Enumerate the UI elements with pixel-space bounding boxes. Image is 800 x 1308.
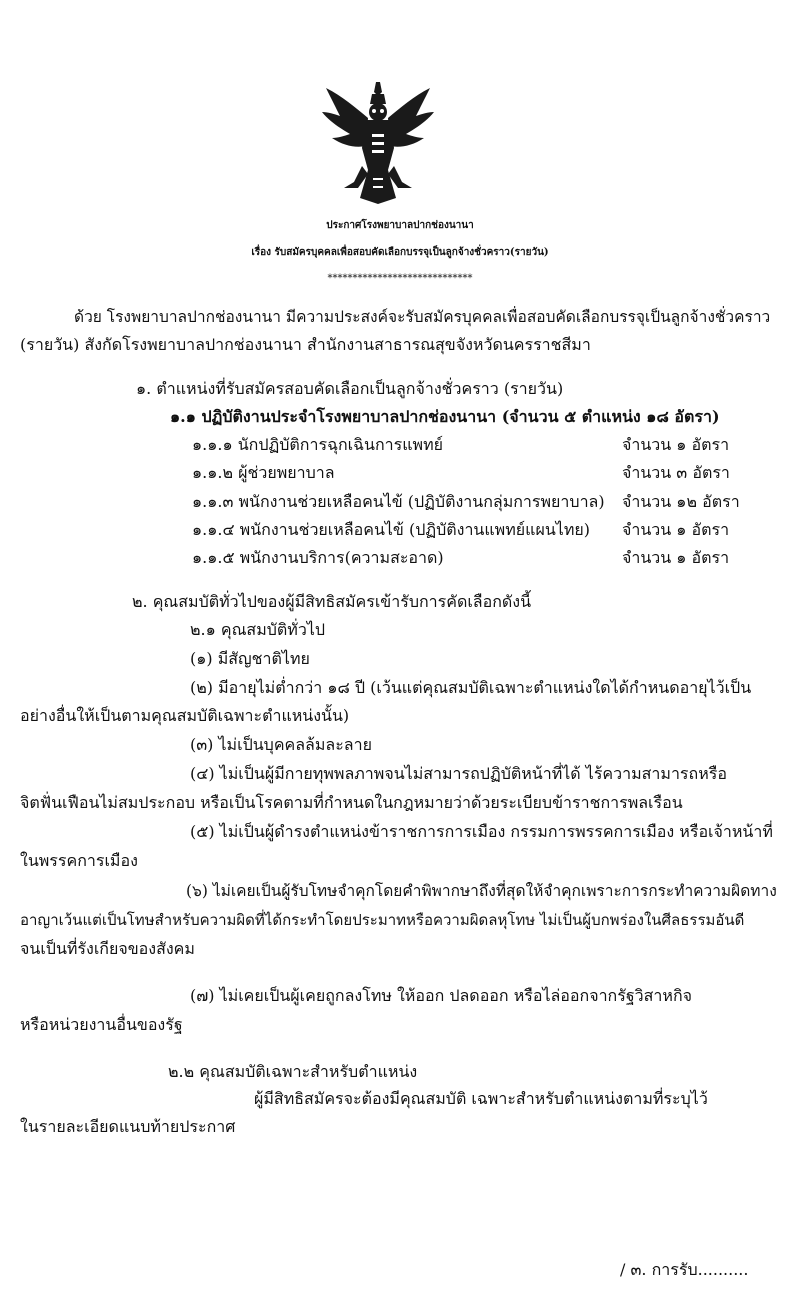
qualification-7-line-2: หรือหน่วยงานอื่นของรัฐ [20,1015,183,1034]
position-count: จำนวน ๑ อัตรา [622,548,730,567]
qualification-2-line-2: อย่างอื่นให้เป็นตามคุณสมบัติเฉพาะตำแหน่งนั้น) [20,706,350,725]
position-name: ๑.๑.๕ พนักงานบริการ(ความสะอาด) [192,548,444,567]
qualification-6-line-2: อาญาเว้นแต่เป็นโทษสำหรับความผิดที่ได้กระทำโดยประมาทหรือความผิดลหุโทษ ไม่เป็นผู้บกพร่องในศีลธรรมอันดี [20,911,745,929]
position-count: จำนวน ๑ อัตรา [622,520,730,539]
qualification-7-line-1: (๗) ไม่เคยเป็นผู้เคยถูกลงโทษ ให้ออก ปลดออก หรือไล่ออกจากรัฐวิสาหกิจ [190,986,693,1005]
qualification-1: (๑) มีสัญชาติไทย [190,649,310,668]
position-name: ๑.๑.๓ พนักงานช่วยเหลือคนไข้ (ปฏิบัติงานกลุ่มการพยาบาล) [192,492,605,511]
position-count: จำนวน ๑ อัตรา [622,435,730,454]
announcement-subject: เรื่อง รับสมัครบุคคลเพื่อสอบคัดเลือกบรรจุเป็นลูกจ้างชั่วคราว(รายวัน) [251,247,549,258]
garuda-emblem-icon [318,78,438,206]
section1-sub-heading: ๑.๑ ปฏิบัติงานประจำโรงพยาบาลปากช่องนานา (จำนวน ๕ ตำแหน่ง ๑๘ อัตรา) [170,407,720,426]
header-divider: ***************************** [327,273,473,284]
section2-heading: ๒. คุณสมบัติทั่วไปของผู้มีสิทธิสมัครเข้ารับการคัดเลือกดังนี้ [132,592,532,611]
qualification-5-line-2: ในพรรคการเมือง [20,851,138,870]
qualification-2-line-1: (๒) มีอายุไม่ต่ำกว่า ๑๘ ปี (เว้นแต่คุณสมบัติเฉพาะตำแหน่งใดได้กำหนดอายุไว้เป็น [190,678,752,697]
qualification-4-line-1: (๔) ไม่เป็นผู้มีกายทุพพลภาพจนไม่สามารถปฏิบัติหน้าที่ได้ ไร้ความสามารถหรือ [190,764,727,783]
position-name: ๑.๑.๒ ผู้ช่วยพยาบาล [192,463,335,482]
section1-heading: ๑. ตำแหน่งที่รับสมัครสอบคัดเลือกเป็นลูกจ้างชั่วคราว (รายวัน) [136,379,564,398]
position-name: ๑.๑.๔ พนักงานช่วยเหลือคนไข้ (ปฏิบัติงานแพทย์แผนไทย) [192,520,590,539]
specific-qualification-line-2: ในรายละเอียดแนบท้ายประกาศ [20,1117,236,1136]
next-page-indicator: / ๓. การรับ.......... [620,1260,749,1279]
qualification-4-line-2: จิตฟั่นเฟือนไม่สมประกอบ หรือเป็นโรคตามที่กำหนดในกฎหมายว่าด้วยระเบียบข้าราชการพลเรือน [20,793,683,812]
qualification-3: (๓) ไม่เป็นบุคคลล้มละลาย [190,735,372,754]
section2-sub2-heading: ๒.๒ คุณสมบัติเฉพาะสำหรับตำแหน่ง [168,1062,418,1081]
qualification-6-line-1: (๖) ไม่เคยเป็นผู้รับโทษจำคุกโดยคำพิพากษาถึงที่สุดให้จำคุกเพราะการกระทำความผิดทาง [186,882,777,900]
section2-sub1-heading: ๒.๑ คุณสมบัติทั่วไป [190,620,326,639]
position-count: จำนวน ๓ อัตรา [622,463,730,482]
specific-qualification-line-1: ผู้มีสิทธิสมัครจะต้องมีคุณสมบัติ เฉพาะสำหรับตำแหน่งตามที่ระบุไว้ [254,1089,708,1108]
intro-line-2: (รายวัน) สังกัดโรงพยาบาลปากช่องนานา สำนักงานสาธารณสุขจังหวัดนครราชสีมา [20,335,591,354]
qualification-5-line-1: (๕) ไม่เป็นผู้ดำรงตำแหน่งข้าราชการการเมือง กรรมการพรรคการเมือง หรือเจ้าหน้าที่ [190,822,773,841]
qualification-6-line-3: จนเป็นที่รังเกียจของสังคม [20,939,195,958]
position-name: ๑.๑.๑ นักปฏิบัติการฉุกเฉินการแพทย์ [192,435,443,454]
intro-line-1: ด้วย โรงพยาบาลปากช่องนานา มีความประสงค์จะรับสมัครบุคคลเพื่อสอบคัดเลือกบรรจุเป็นลูกจ้างชั่วคราว [74,308,771,326]
announcement-title: ประกาศโรงพยาบาลปากช่องนานา [326,220,474,231]
position-count: จำนวน ๑๒ อัตรา [622,492,740,511]
